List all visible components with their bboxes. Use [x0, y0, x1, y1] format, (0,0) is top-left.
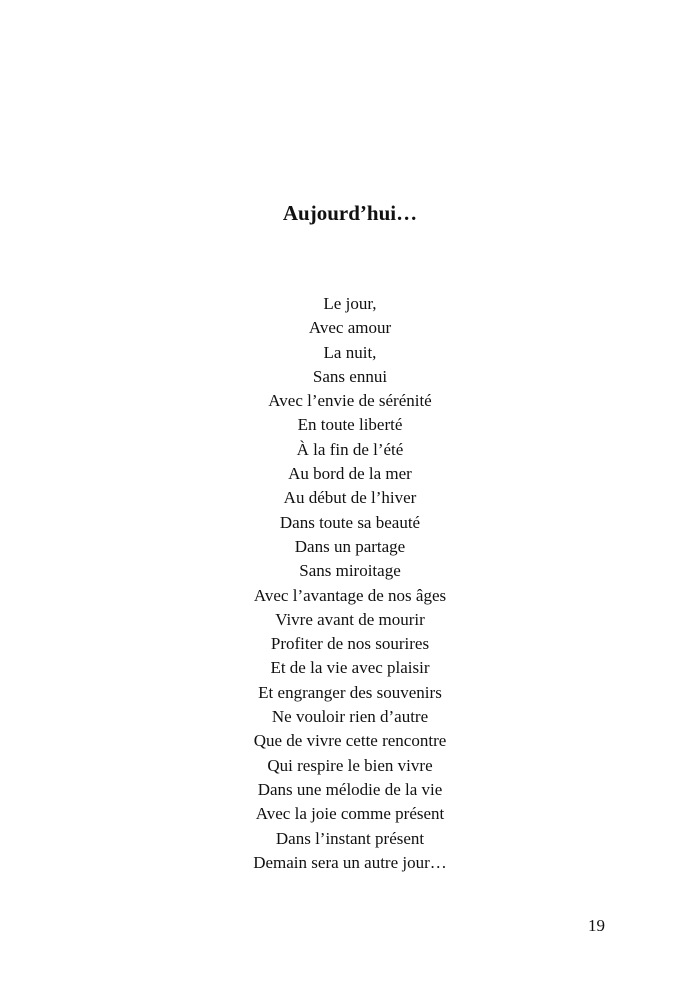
poem-line: Avec l’avantage de nos âges	[253, 585, 447, 605]
poem-line: Qui respire le bien vivre	[267, 755, 433, 775]
poem-line: La nuit,	[323, 342, 377, 362]
poem-line: À la fin de l’été	[296, 439, 404, 459]
poem-title: Aujourd’hui…	[282, 201, 418, 225]
poem-line: Le jour,	[323, 294, 377, 313]
poem-body	[0, 292, 700, 875]
page-number: 19	[588, 916, 605, 935]
poem-line: Profiter de nos sourires	[270, 634, 430, 654]
poem-line: Ne vouloir rien d’autre	[271, 707, 429, 727]
poem-line: Sans ennui	[312, 366, 388, 386]
poem-line: Vivre avant de mourir	[275, 609, 425, 629]
poem-line: Dans un partage	[294, 536, 406, 556]
poem-line: Dans l’instant présent	[275, 828, 425, 848]
poem-line: Avec la joie comme présent	[255, 804, 445, 824]
poem-line: En toute liberté	[297, 415, 403, 435]
poem-line: Sans miroitage	[299, 561, 401, 581]
poem-line: Au bord de la mer	[288, 464, 412, 484]
poem-line: Au début de l’hiver	[283, 488, 417, 508]
poem-line: Dans une mélodie de la vie	[257, 779, 443, 799]
poem-line: Demain sera un autre jour…	[253, 852, 447, 872]
poem-line: Que de vivre cette rencontre	[253, 731, 447, 751]
poem-line: Et de la vie avec plaisir	[270, 658, 430, 678]
poem-line: Avec amour	[308, 318, 392, 338]
poem-line: Avec l’envie de sérénité	[268, 391, 432, 411]
poem-line: Dans toute sa beauté	[279, 512, 421, 532]
poem-line: Et engranger des souvenirs	[258, 682, 442, 702]
